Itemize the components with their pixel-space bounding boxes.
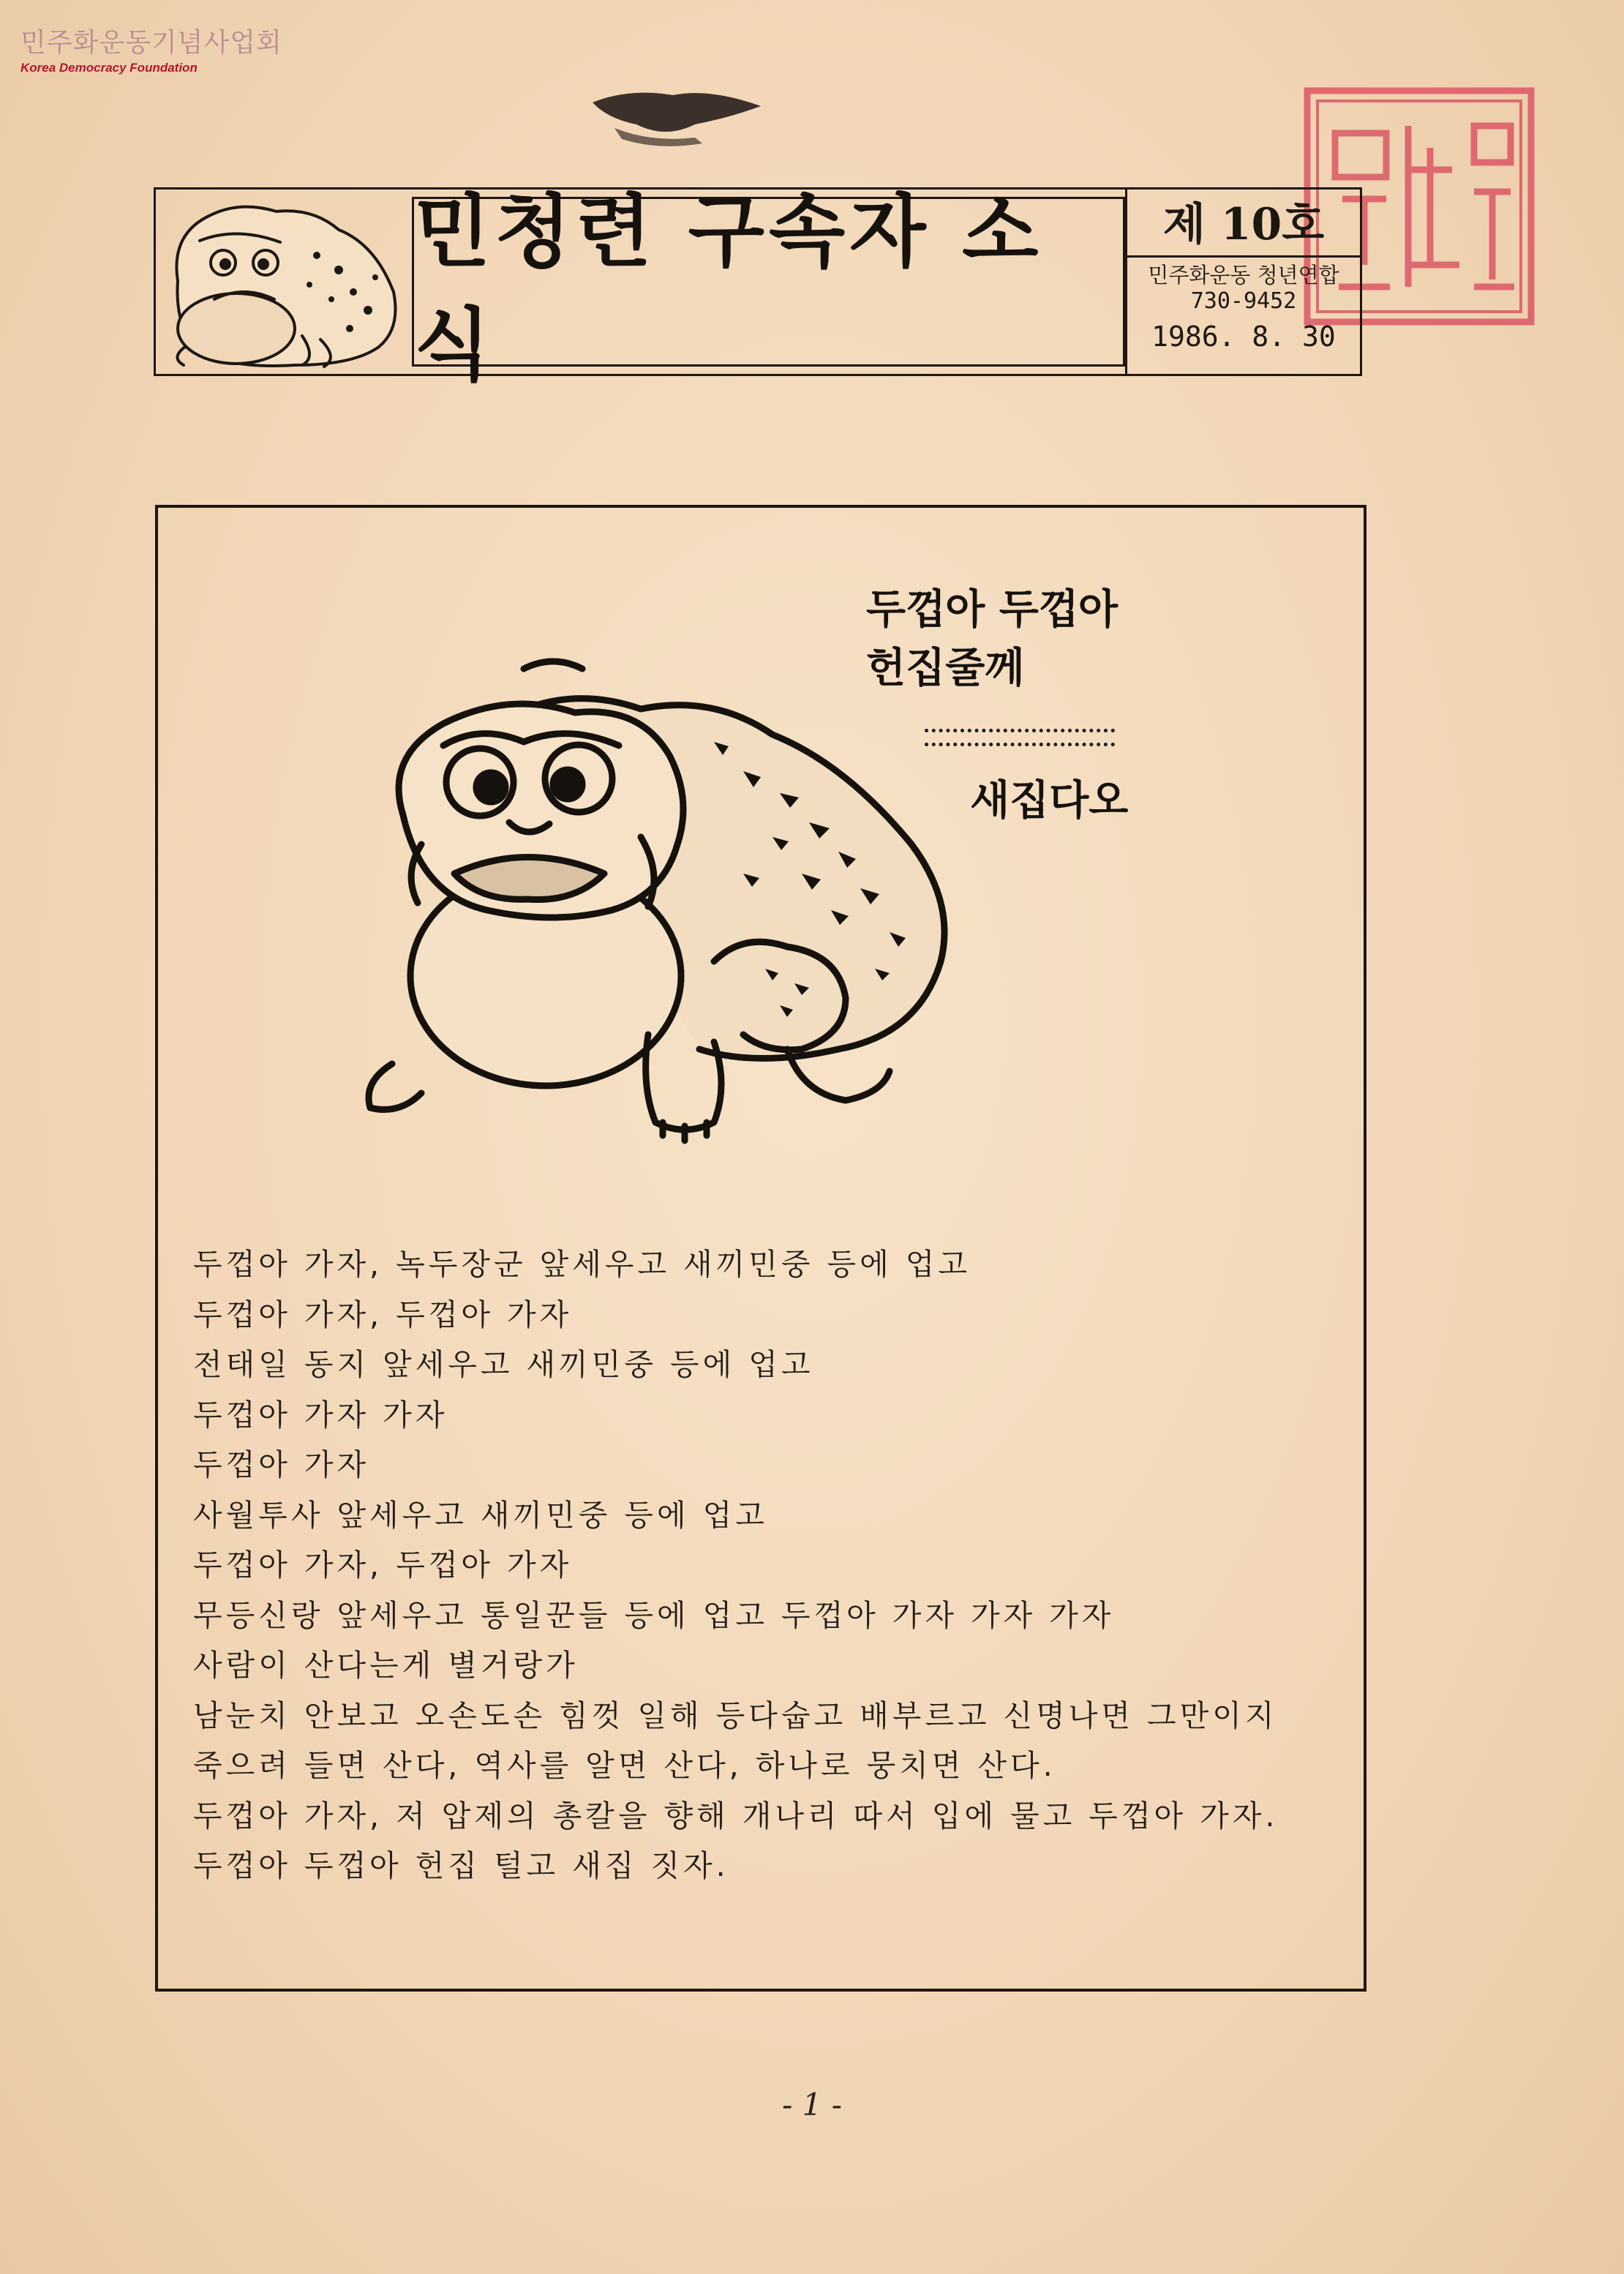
- poem-line: 두껍아 가자, 두껍아 가자: [193, 1297, 573, 1332]
- poem-line: 전태일 동지 앞세우고 새끼민중 등에 업고: [193, 1347, 814, 1382]
- poem-line: 남눈치 안보고 오손도손 힘껏 일해 등다숩고 배부르고 신명나면 그만이지: [193, 1697, 1278, 1733]
- watermark: [20, 22, 282, 75]
- publication-date: 1986. 8. 30: [1151, 320, 1336, 353]
- organization-name: 민주화운동 청년연합: [1148, 263, 1339, 288]
- poem-line: 무등신랑 앞세우고 통일꾼들 등에 업고 두껍아 가자 가자 가자: [193, 1597, 1115, 1633]
- ink-smudge: [585, 73, 775, 154]
- watermark-english: Korea Democracy Foundation: [20, 61, 198, 75]
- masthead: [154, 187, 1362, 391]
- poem-line: 두껍아 두껍아 헌집 털고 새집 짓자.: [193, 1848, 729, 1883]
- poem-text: [193, 1239, 1349, 1891]
- poem-line: 두껍아 가자, 두껍아 가자: [193, 1547, 573, 1583]
- caption-line: 헌집줄께: [866, 645, 1025, 692]
- issue-info: [1125, 190, 1360, 374]
- poem-line: 두껍아 가자: [193, 1447, 370, 1482]
- poem-line: 죽으려 들면 산다, 역사를 알면 산다, 하나로 뭉치면 산다.: [193, 1748, 1056, 1783]
- newsletter-title: 민청련 구속자 소식: [414, 187, 1043, 391]
- caption-ending: 새집다오: [970, 777, 1129, 825]
- poem-line: 두껍아 가자, 녹두장군 앞세우고 새끼민중 등에 업고: [193, 1247, 971, 1282]
- poem-line: 두껍아 가자 가자: [193, 1397, 448, 1433]
- phone-number: 730-9452: [1190, 288, 1297, 314]
- page-number: - 1 -: [782, 2087, 842, 2123]
- caption-line: 두껍아 두껍아: [866, 586, 1119, 634]
- main-content-frame: [155, 505, 1367, 1992]
- poem-line: 두껍아 가자, 저 압제의 총칼을 향해 개나리 따서 입에 물고 두껍아 가자.: [193, 1798, 1279, 1834]
- issue-number: 제 10호: [1162, 199, 1325, 250]
- toad-illustration-icon: [156, 190, 412, 374]
- newsletter-title-box: [412, 187, 1125, 391]
- poem-line: 사람이 산다는게 별거랑가: [193, 1648, 579, 1683]
- toad-illustration-icon: [334, 654, 1065, 1144]
- watermark-korean: 민주화운동기념사업회: [20, 28, 282, 58]
- poem-line: 사월투사 앞세우고 새끼민중 등에 업고: [193, 1497, 768, 1533]
